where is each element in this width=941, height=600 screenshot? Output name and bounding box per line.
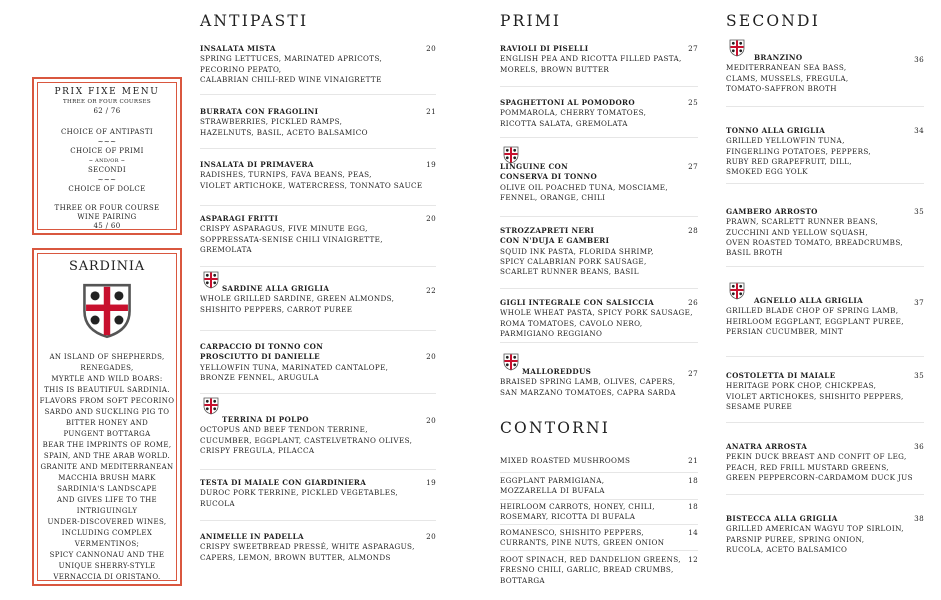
divider [200,148,436,149]
divider [200,94,436,95]
item-price: 38 [914,514,924,523]
divider [500,137,698,138]
item-name: AGNELLO ALLA GRIGLIA [754,296,864,305]
item-name: INSALATA DI PRIMAVERA [200,160,314,169]
sardinia-line: FLAVORS FROM SOFT PECORINO [39,397,175,405]
prix-fixe-box [32,77,182,235]
item-price: 21 [688,456,698,465]
divider [726,183,924,184]
sardinia-line: SPICY CANNONAU AND THE [49,551,165,559]
item-name: STROZZAPRETI NERI CON N'DUJA E GAMBERI [500,226,610,246]
item-price: 22 [426,286,436,295]
sardinia-crest-icon [203,397,219,415]
item-desc: YELLOWFIN TUNA, MARINATED CANTALOPE, BRONZE FENNEL, ARUGULA [200,362,389,382]
item-price: 27 [688,162,698,171]
item-price: 36 [914,55,924,64]
item-desc: GRILLED AMERICAN WAGYU TOP SIRLOIN, PARSNIP PUREE, SPRING ONION, RUCOLA, ACETO BALSAMICO [726,524,904,554]
divider [500,342,698,343]
divider [500,288,698,289]
item-name: ASPARAGI FRITTI [200,214,279,223]
menu-item [726,207,924,258]
item-name: TERRINA DI POLPO [222,415,309,424]
menu-item [726,126,924,177]
contorni-item [500,528,698,549]
item-name: INSALATA MISTA [200,44,276,53]
prix-fixe-subtitle: THREE OR FOUR COURSES [62,99,152,105]
item-price: 25 [688,98,698,107]
divider [200,469,436,470]
pairing-line-1: THREE OR FOUR COURSE [54,204,160,212]
item-desc: DUROC PORK TERRINE, PICKLED VEGETABLES, RUCOLA [200,488,399,508]
item-desc: POMMAROLA, CHERRY TOMATOES, RICOTTA SALATA, GREMOLATA [500,108,647,128]
item-price: 14 [688,528,698,537]
secondi-heading: SECONDI [726,12,821,30]
menu-item [500,226,698,277]
item-price: 20 [426,416,436,425]
item-price: 20 [426,214,436,223]
pairing-line-2: WINE PAIRING [77,213,137,221]
item-price: 19 [426,160,436,169]
contorni-item [500,456,698,466]
menu-item [200,214,436,255]
menu-item [726,371,924,412]
item-desc: CRISPY ASPARAGUS, FIVE MINUTE EGG, SOPPRESSATA-SENISE CHILI VINAIGRETTE, GREMOLATA [200,224,383,254]
divider [200,330,436,331]
menu-item [200,44,436,85]
sardinia-line: UNDER-DISCOVERED WINES, [47,518,167,526]
sardinia-line: MACCHIA BRUSH MARK [58,474,156,482]
menu-item [200,532,436,563]
sardinia-line: GRANITE AND MEDITERRANEAN [40,463,174,471]
menu-item [500,162,698,203]
item-name: BISTECCA ALLA GRIGLIA [726,514,838,523]
divider [500,472,698,473]
prix-fixe-line: ~~~ [97,138,117,146]
item-name: LINGUINE CON CONSERVA DI TONNO [500,162,598,182]
item-price: 19 [426,478,436,487]
item-price: 28 [688,226,698,235]
item-name: SPAGHETTONI AL POMODORO [500,98,635,107]
divider [726,106,924,107]
antipasti-column [200,12,436,597]
prix-fixe-title: PRIX FIXE MENU [54,87,160,97]
item-name: CARPACCIO DI TONNO CON PROSCIUTTO DI DANIELLE [200,342,324,362]
item-desc: HERITAGE PORK CHOP, CHICKPEAS, VIOLET ARTICHOKES, SHISHITO PEPPERS, SESAME PUREE [726,381,904,411]
item-desc: SQUID INK PASTA, FLORIDA SHRIMP, SPICY CALABRIAN PORK SAUSAGE, SCARLET RUNNER BEANS, BASIL [500,246,654,277]
item-name: MALLOREDDUS [522,367,592,376]
divider [726,356,924,357]
sardinia-line: SARDINIA'S LANDSCAPE [57,485,157,493]
contorni-heading: CONTORNI [500,419,611,437]
sardinia-text [34,352,180,583]
menu-item [200,415,436,456]
sardinia-line: BITTER HONEY AND [65,419,149,427]
sardinia-line: AN ISLAND OF SHEPHERDS, [49,353,165,361]
pairing-price: 45 / 60 [93,222,121,230]
item-desc: CRISPY SWEETBREAD PRESSÉ, WHITE ASPARAGUS, CAPERS, LEMON, BROWN BUTTER, ALMONDS [200,542,415,562]
item-price: 26 [688,298,698,307]
contorni-item [500,502,698,523]
divider [726,494,924,495]
contorni-item [500,555,698,586]
item-name: ANATRA ARROSTA [726,442,808,451]
item-price: 20 [426,44,436,53]
item-desc: MIXED ROASTED MUSHROOMS [500,456,631,465]
sardinia-line: INTRIGUINGLY [76,507,138,515]
item-name: TONNO ALLA GRIGLIA [726,126,826,135]
divider [200,520,436,521]
menu-item [500,44,698,75]
menu-item [200,160,436,191]
sardinia-line: RENEGADES, [80,364,134,372]
item-desc: EGGPLANT PARMIGIANA, MOZZARELLA DI BUFALA [500,476,605,496]
item-price: 34 [914,126,924,135]
sardinia-line: SARDO AND SUCKLING PIG TO [44,408,170,416]
sardinia-line: PUNGENT BOTTARGA [63,430,151,438]
divider [500,524,698,525]
item-desc: MEDITERRANEAN SEA BASS, CLAMS, MUSSELS, FREGULA, TOMATO-SAFFRON BROTH [726,63,849,93]
item-price: 27 [688,369,698,378]
prix-fixe-line: SECONDI [88,166,126,174]
item-name: BURRATA CON FRAGOLINI [200,107,319,116]
contorni-item [500,476,698,497]
item-name: ANIMELLE IN PADELLA [200,532,304,541]
item-price: 20 [426,532,436,541]
item-name: SARDINE ALLA GRIGLIA [222,284,330,293]
item-desc: OCTOPUS AND BEEF TENDON TERRINE, CUCUMBER, EGGPLANT, CASTELVETRANO OLIVES, CRISPY FREGULA, PILACCA [200,425,413,455]
menu-item [200,478,436,509]
divider [726,266,924,267]
item-price: 18 [688,476,698,485]
divider [500,216,698,217]
item-desc: ROOT SPINACH, RED DANDELION GREENS, FRESNO CHILI, GARLIC, BREAD CRUMBS, BOTTARGA [500,555,681,585]
menu-item [500,98,698,129]
item-desc: GRILLED YELLOWFIN TUNA, FINGERLING POTATOES, PEPPERS, RUBY RED GRAPEFRUIT, DILL, SMOKED EGG YOLK [726,136,872,177]
menu-item [500,298,698,339]
sardinia-line: MYRTLE AND WILD BOARS: [51,375,163,383]
divider [200,266,436,267]
sardinia-line: UNIQUE SHERRY-STYLE [58,562,156,570]
item-price: 37 [914,298,924,307]
sardinia-line: VERMENTINOS; [74,540,140,548]
menu-item [726,296,924,337]
item-desc: STRAWBERRIES, PICKLED RAMPS, HAZELNUTS, BASIL, ACETO BALSAMICO [200,117,368,137]
item-price: 35 [914,207,924,216]
item-desc: PEKIN DUCK BREAST AND CONFIT OF LEG, PEACH, RED FRILL MUSTARD GREENS, GREEN PEPPERCORN-CARDAMOM DUCK JUS [726,452,913,482]
item-price: 35 [914,371,924,380]
menu-item [726,442,924,483]
menu-item [726,514,924,555]
item-name: TESTA DI MAIALE CON GIARDINIERA [200,478,367,487]
item-price: 12 [688,555,698,564]
divider [200,393,436,394]
sardinia-line: AND GIVES LIFE TO THE [56,496,158,504]
item-price: 27 [688,44,698,53]
item-name: RAVIOLI DI PISELLI [500,44,589,53]
divider [200,205,436,206]
prix-fixe-line: ~~~ [97,176,117,184]
item-name: GAMBERO ARROSTO [726,207,818,216]
menu-item [726,53,924,94]
prix-fixe-line: CHOICE OF DOLCE [68,185,146,193]
menu-item [500,367,698,398]
item-desc: GRILLED BLADE CHOP OF SPRING LAMB, HEIRLOOM EGGPLANT, EGGPLANT PUREE, PERSIAN CUCUMBER, MINT [726,306,904,336]
divider [500,86,698,87]
menu-item [200,284,436,315]
sardinia-line: THIS IS BEAUTIFUL SARDINIA. [44,386,170,394]
item-price: 20 [426,352,436,361]
item-desc: RADISHES, TURNIPS, FAVA BEANS, PEAS, VIOLET ARTICHOKE, WATERCRESS, TONNATO SAUCE [200,170,423,190]
item-name: GIGLI INTEGRALE CON SALSICCIA [500,298,654,307]
sardinia-line: INCLUDING COMPLEX [61,529,153,537]
item-price: 21 [426,107,436,116]
item-desc: ROMANESCO, SHISHITO PEPPERS, CURRANTS, PINE NUTS, GREEN ONION [500,528,665,548]
sardinia-line: SPAIN, AND THE ARAB WORLD. [43,452,171,460]
item-name: COSTOLETTA DI MAIALE [726,371,836,380]
prix-fixe-line: CHOICE OF ANTIPASTI [60,128,154,136]
menu-item [200,342,436,383]
secondi-column [726,12,924,597]
prix-fixe-price: 62 / 76 [93,107,121,115]
sardinia-line: BEAR THE IMPRINTS OF ROME, [42,441,172,449]
item-price: 36 [914,442,924,451]
divider [500,550,698,551]
item-desc: HEIRLOOM CARROTS, HONEY, CHILI, ROSEMARY, RICOTTA DI BUFALA [500,502,655,522]
divider [500,499,698,500]
item-desc: OLIVE OIL POACHED TUNA, MOSCIAME, FENNEL, ORANGE, CHILI [500,182,669,202]
primi-column [500,12,698,597]
antipasti-heading: ANTIPASTI [200,12,309,30]
sardinia-title: SARDINIA [69,259,145,274]
item-desc: PRAWN, SCARLETT RUNNER BEANS, ZUCCHINI AND YELLOW SQUASH, OVEN ROASTED TOMATO, BREADCRUMBS, BASIL BROTH [726,217,903,258]
primi-heading: PRIMI [500,12,562,30]
divider [726,422,924,423]
sardinia-line: VERNACCIA DI ORISTANO. [53,573,161,581]
sardinia-box [32,248,182,586]
item-desc: BRAISED SPRING LAMB, OLIVES, CAPERS, SAN MARZANO TOMATOES, CAPRA SARDA [500,377,676,397]
item-desc: WHOLE GRILLED SARDINE, GREEN ALMONDS, SHISHITO PEPPERS, CARROT PUREE [200,294,395,314]
item-desc: WHOLE WHEAT PASTA, SPICY PORK SAUSAGE, ROMA TOMATOES, CAVOLO NERO, PARMIGIANO REGGIANO [500,308,693,338]
item-desc: SPRING LETTUCES, MARINATED APRICOTS, PECORINO PEPATO, CALABRIAN CHILI-RED WINE VINAIGRETTE [200,54,383,84]
item-desc: ENGLISH PEA AND RICOTTA FILLED PASTA, MORELS, BROWN BUTTER [500,54,682,74]
item-price: 18 [688,502,698,511]
prix-fixe-line: CHOICE OF PRIMI [70,147,144,155]
menu-item [200,107,436,138]
prix-fixe-line: ~ AND/OR ~ [88,158,126,164]
item-name: BRANZINO [754,53,803,62]
sardinia-crest-icon [81,282,133,340]
